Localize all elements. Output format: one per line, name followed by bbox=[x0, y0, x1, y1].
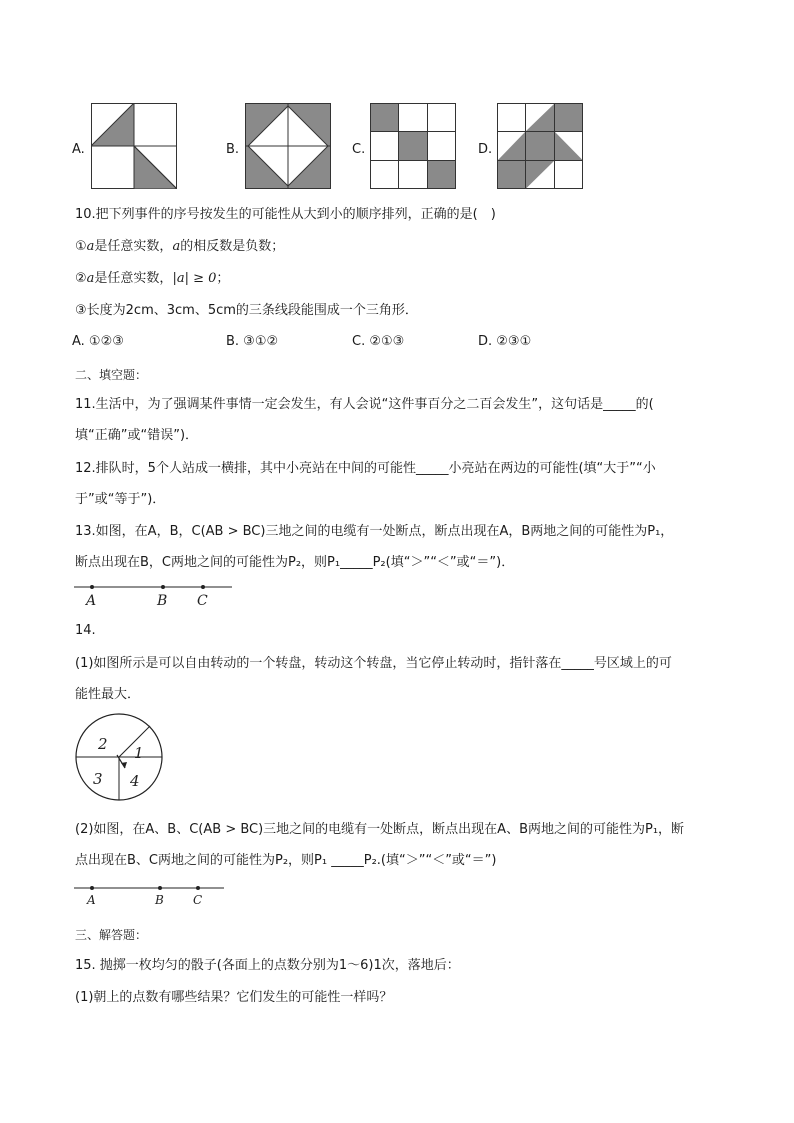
spinner-region-1: 1 bbox=[134, 744, 144, 762]
q10-item-2 bbox=[75, 270, 229, 288]
section-fill-in-heading: 二、填空题： bbox=[75, 368, 148, 382]
figure-option-d bbox=[497, 103, 583, 189]
q10-option-d: D. ②③① bbox=[478, 334, 532, 349]
point-c-label: C bbox=[193, 893, 203, 907]
q10-item-2-mid: 是任意实数， bbox=[94, 271, 173, 286]
option-b-label: B. bbox=[226, 142, 240, 157]
q10-item-3: ③长度为2cm、3cm、5cm的三条线段能围成一个三角形． bbox=[75, 303, 418, 318]
spinner-region-2: 2 bbox=[98, 735, 108, 753]
q10-stem: 10.把下列事件的序号按发生的可能性从大到小的顺序排列，正确的是( ) bbox=[75, 207, 496, 222]
point-b-label: B bbox=[155, 893, 164, 907]
figure-option-b bbox=[245, 103, 331, 189]
q14-part2-line-1: (2)如图，在A、B、C(AB > BC)三地之间的电缆有一处断点，断点出现在A、B两地之间的可能性为P₁，断 bbox=[75, 822, 685, 837]
point-c-dot bbox=[196, 886, 200, 890]
point-a-label: A bbox=[87, 893, 96, 907]
figure-q13-segment bbox=[74, 578, 234, 610]
figure-option-a bbox=[91, 103, 177, 189]
point-b-dot bbox=[161, 585, 165, 589]
q10-item-1-mid: 是任意实数， bbox=[94, 239, 173, 254]
q10-item-1 bbox=[75, 238, 284, 256]
q15-line-2: (1)朝上的点数有哪些结果？它们发生的可能性一样吗？ bbox=[75, 990, 393, 1005]
q10-item-1-var: a bbox=[86, 239, 95, 254]
q10-option-b: B. ③①② bbox=[226, 334, 279, 349]
q14-number: 14. bbox=[75, 623, 96, 638]
q10-item-2-text: ； bbox=[216, 271, 230, 286]
option-c-label: C. bbox=[352, 142, 366, 157]
point-a-dot bbox=[90, 585, 94, 589]
q10-item-1-text: 的相反数是负数； bbox=[180, 239, 285, 254]
q14-part1-line-2: 能性最大． bbox=[75, 687, 141, 702]
figure-option-c bbox=[370, 103, 456, 189]
q11-line-2: 填“正确”或“错误”)． bbox=[75, 428, 199, 443]
q10-item-2-var: a bbox=[86, 271, 95, 286]
spinner-region-3: 3 bbox=[93, 770, 103, 788]
point-a-dot bbox=[90, 886, 94, 890]
option-d-label: D. bbox=[478, 142, 493, 157]
q14-part2-line-2: 点出现在B、C两地之间的可能性为P₂，则P₁ _____P₂.(填“＞”“＜”或“＝”) bbox=[75, 853, 497, 868]
point-b-dot bbox=[158, 886, 162, 890]
q13-line-2: 断点出现在B，C两地之间的可能性为P₂，则P₁_____P₂(填“＞”“＜”或“＝”)． bbox=[75, 555, 515, 570]
q10-item-2-number: ② bbox=[75, 271, 87, 286]
section-answer-heading: 三、解答题： bbox=[75, 928, 148, 942]
point-c-dot bbox=[201, 585, 205, 589]
spinner-figure bbox=[74, 712, 166, 804]
q12-line-1: 12.排队时，5个人站成一横排，其中小亮站在中间的可能性_____小亮站在两边的可能性(填“大于”“小 bbox=[75, 461, 656, 476]
point-c-label: C bbox=[197, 593, 208, 609]
q15-line-1: 15. 抛掷一枚均匀的骰子(各面上的点数分别为1～6)1次，落地后： bbox=[75, 958, 460, 973]
q10-item-2-math: |a| ≥ 0 bbox=[172, 271, 217, 286]
q14-part1-line-1: (1)如图所示是可以自由转动的一个转盘，转动这个转盘，当它停止转动时，指针落在_____号区域上的可 bbox=[75, 656, 672, 671]
point-a-label: A bbox=[86, 593, 97, 609]
option-a-label: A. bbox=[72, 142, 85, 157]
figure-q14-segment bbox=[74, 880, 226, 910]
point-b-label: B bbox=[157, 593, 168, 609]
spinner-region-4: 4 bbox=[130, 772, 140, 790]
q13-line-1: 13.如图，在A，B，C(AB > BC)三地之间的电缆有一处断点，断点出现在A，B两地之间的可能性为P₁， bbox=[75, 524, 674, 539]
q10-option-a: A. ①②③ bbox=[72, 334, 124, 349]
q10-item-1-var2: a bbox=[172, 239, 181, 254]
q12-line-2: 于”或“等于”)． bbox=[75, 492, 166, 507]
q10-item-1-number: ① bbox=[75, 239, 87, 254]
q10-option-c: C. ②①③ bbox=[352, 334, 405, 349]
q11-line-1: 11.生活中，为了强调某件事情一定会发生，有人会说“这件事百分之二百会发生”，这句话是_____的( bbox=[75, 397, 654, 412]
